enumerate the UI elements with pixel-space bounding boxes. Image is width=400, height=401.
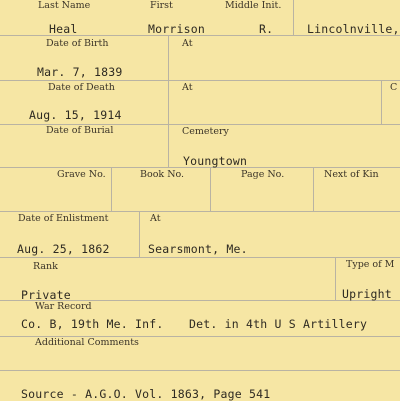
value-source: Source - A.G.O. Vol. 1863, Page 541	[21, 387, 271, 401]
label-date-of-birth: Date of Birth	[46, 38, 109, 49]
value-type-of-marker: Upright	[342, 287, 392, 301]
divider-burial-cemetery	[168, 124, 169, 167]
divider-birth-at	[168, 35, 169, 80]
label-additional-comments: Additional Comments	[35, 337, 139, 348]
label-cemetery: Cemetery	[182, 126, 229, 137]
label-next-of-kin: Next of Kin	[324, 169, 379, 180]
value-first-name: Morrison	[148, 22, 205, 36]
divider-type-of-marker	[335, 257, 336, 300]
rule-6	[0, 257, 400, 258]
divider-middle-init	[293, 0, 294, 35]
label-death-c: C	[390, 82, 398, 93]
label-rank: Rank	[33, 261, 58, 272]
value-enlist-date: Aug. 25, 1862	[17, 242, 110, 256]
label-date-of-enlistment: Date of Enlistment	[18, 213, 109, 224]
divider-death-c	[381, 80, 382, 124]
divider-page-no	[210, 167, 211, 211]
value-detail: Det. in 4th U S Artillery	[189, 317, 368, 331]
label-type-of-marker: Type of M	[346, 259, 395, 270]
divider-next-of-kin	[313, 167, 314, 211]
value-residence: Lincolnville,	[307, 22, 400, 36]
label-birth-at: At	[182, 38, 193, 49]
label-enlist-at: At	[150, 213, 161, 224]
value-unit: Co. B, 19th Me. Inf.	[21, 317, 164, 331]
divider-death-at	[168, 80, 169, 124]
label-war-record: War Record	[35, 301, 92, 312]
label-last-name: Last Name	[38, 0, 91, 11]
divider-book-no	[111, 167, 112, 211]
label-death-at: At	[182, 82, 193, 93]
value-cemetery: Youngtown	[183, 154, 248, 168]
rule-2	[0, 80, 400, 81]
rule-5	[0, 211, 400, 212]
value-last-name: Heal	[49, 22, 78, 36]
label-middle-init: Middle Init.	[225, 0, 282, 11]
value-enlist-place: Searsmont, Me.	[148, 242, 248, 256]
label-grave-no: Grave No.	[57, 169, 106, 180]
divider-enlist-at	[139, 211, 140, 257]
value-middle-init: R.	[259, 22, 274, 36]
label-first: First	[150, 0, 173, 11]
rule-9	[0, 370, 400, 371]
label-book-no: Book No.	[140, 169, 185, 180]
label-date-of-death: Date of Death	[48, 82, 115, 93]
value-birth-date: Mar. 7, 1839	[37, 65, 123, 79]
value-rank: Private	[21, 288, 71, 302]
value-death-date: Aug. 15, 1914	[29, 108, 122, 122]
label-date-of-burial: Date of Burial	[46, 125, 114, 136]
label-page-no: Page No.	[241, 169, 285, 180]
